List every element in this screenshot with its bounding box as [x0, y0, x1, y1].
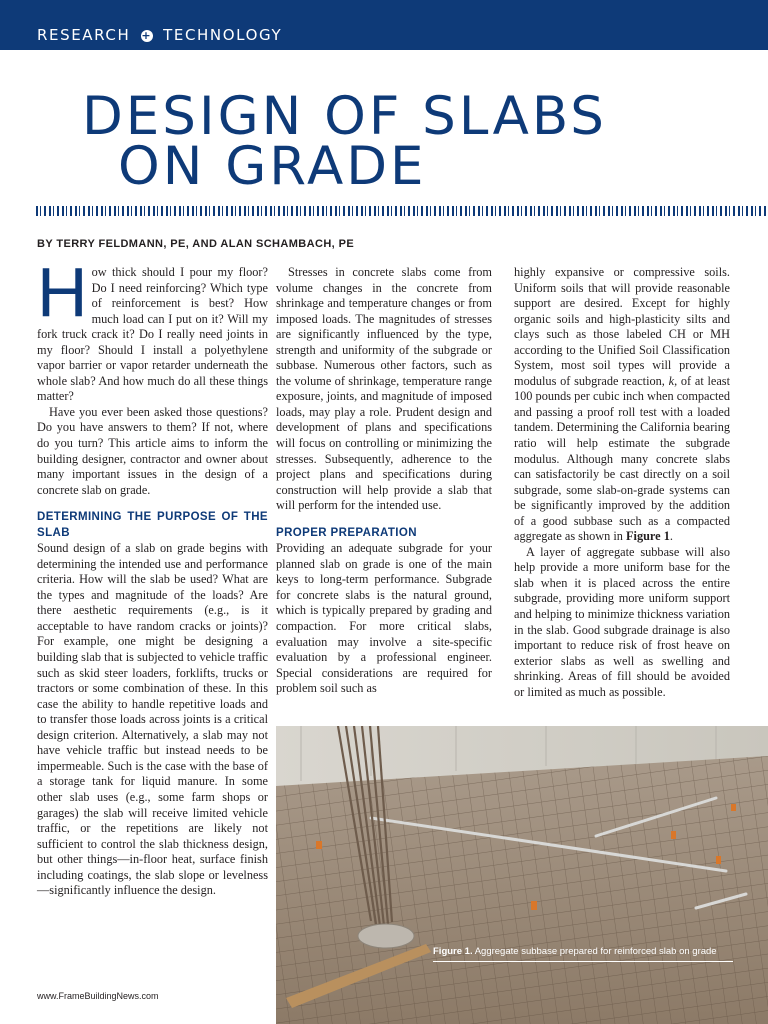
figure-caption — [433, 946, 733, 957]
section-header-bar — [0, 0, 768, 50]
subgrade-text-end: . — [669, 529, 673, 544]
intro-paragraph-1 — [37, 253, 268, 405]
subbase-paragraph: A layer of aggregate subbase will also help provide a more uniform base for the slab when it is placed across the entire subgrade, providing more uniform support and helping to minimize thickness variation in the slab. Good subgrade drainage is also important to reduce risk of frost heave on exterior slabs as well as swelling and shrinking. Areas of fill should be avoided or limited as much as possible. — [514, 544, 730, 699]
preparation-paragraph: Providing an adequate subgrade for your planned slab on grade is one of the main keys to long-term performance. Subgrade for concrete slabs is the natural ground, which is typically prepared by grading and compaction. For more critical slabs, evaluation may involve a site-specific evaluation by a professional engineer. Special considerations are required for problem soil such as — [276, 541, 492, 696]
title-line-2: ON GRADE — [118, 136, 427, 197]
purpose-paragraph: Sound design of a slab on grade begins with determining the intended use and performance criteria. How will the slab be used? What are the types and magnitude of the loads? Are there aesthetic requirements (e.g., is it acceptable to have random cracks or joints)? For example, one might be designing a building slab that is subjected to vehicle traffic such as skid steer loaders, forklifts, trucks or tractors or some combination of these. In this case the ability to handle repetitive loads and to transfer those loads across joints is a critical design criterion. Alternatively, a slab may not have vehicle traffic but instead needs to be impermeable. Such is the case with the base of a storage tank for liquid manure. In some other slab uses (e.g., some farm shops or garages) the slab will receive limited vehicle traffic, or the repetitions are likely not sufficient to control the slab thickness design, but other things—in-floor heat, surface finish including coatings, the slab slope or levelness—significantly influence the design. — [37, 541, 268, 898]
stresses-paragraph: Stresses in concrete slabs come from volume changes in the concrete from shrinkage and temperature changes or from imposed loads. The magnitudes of stresses are significantly influenced by the type, strength and uniformity of the subgrade or subbase. Numerous other factors, such as the volume of shrinkage, temperature range exposure, joints, and magnitude of imposed loads, may play a role. Prudent design and development of plans and specifications will focus on controlling or minimizing the stresses. Subsequently, adherence to the project plans and specifications during construction will help provide a slab that will perform for the intended use. — [276, 265, 492, 513]
column-1 — [37, 253, 268, 899]
figure-reference: Figure 1 — [626, 529, 670, 544]
figure-caption-text: Aggregate subbase prepared for reinforced slab on grade — [472, 946, 717, 957]
subgrade-text-b: , of at least 100 pounds per cubic inch when compacted and passing a proof roll test with a loaded tandem. Determining the California bearing ratio will help estimate the subgrade modulus. Although many concrete slabs can satisfactorily be cast directly on a soil subgrade, some slab-on-grade systems can be significantly improved by the addition of a good subbase such as a compacted aggregate as shown in — [514, 373, 731, 544]
column-3 — [514, 265, 730, 700]
subhead-preparation: PROPER PREPARATION — [276, 526, 417, 539]
column-2 — [276, 265, 492, 697]
intro-paragraph-2: Have you ever been asked those questions? Do you have answers to them? If not, where do you turn? This article aims to inform the building designer, contractor and owner about many important issues in the design of a concrete slab on grade. — [37, 404, 268, 497]
subgrade-paragraph — [514, 265, 730, 545]
concrete-base — [358, 924, 414, 948]
drop-cap: H — [37, 253, 88, 331]
k-variable: k — [668, 373, 675, 388]
title-line-1: DESIGN OF SLABS — [82, 86, 607, 147]
decorative-tick-rule — [36, 206, 768, 216]
caption-rule — [433, 961, 733, 962]
article-title — [82, 86, 607, 197]
section-label-research: RESEARCH — [37, 26, 131, 44]
subgrade-text-a: highly expansive or compressive soils. Uniform soils that will provide reasonable support are desired. Except for highly organic soils and high-plasticity silts and clays such as those labeled CH or MH according to the Unified Soil Classification System, most soil types will provide a modulus of subgrade reaction, — [514, 265, 730, 388]
section-label — [37, 26, 282, 44]
intro-paragraph-1-text: ow thick should I pour my floor? Do I need reinforcing? Which type of reinforcement is best? How much load can I put on it? Will my fork truck crack it? Do I really need joints in my floor? Should I install a polyethylene vapor barrier or vapor retarder underneath the whole slab? And how much do all these things matter? — [37, 265, 268, 404]
figure-label: Figure 1. — [433, 946, 473, 957]
plus-icon: + — [141, 29, 153, 42]
photo-illustration — [276, 726, 768, 1024]
footer-url: www.FrameBuildingNews.com — [37, 991, 159, 1001]
section-label-technology: TECHNOLOGY — [163, 26, 283, 44]
subhead-purpose: DETERMINING THE PURPOSE OF THE SLAB — [37, 511, 268, 539]
figure-1-photo — [276, 726, 768, 1024]
byline: BY TERRY FELDMANN, PE, AND ALAN SCHAMBACH, PE — [37, 238, 355, 250]
